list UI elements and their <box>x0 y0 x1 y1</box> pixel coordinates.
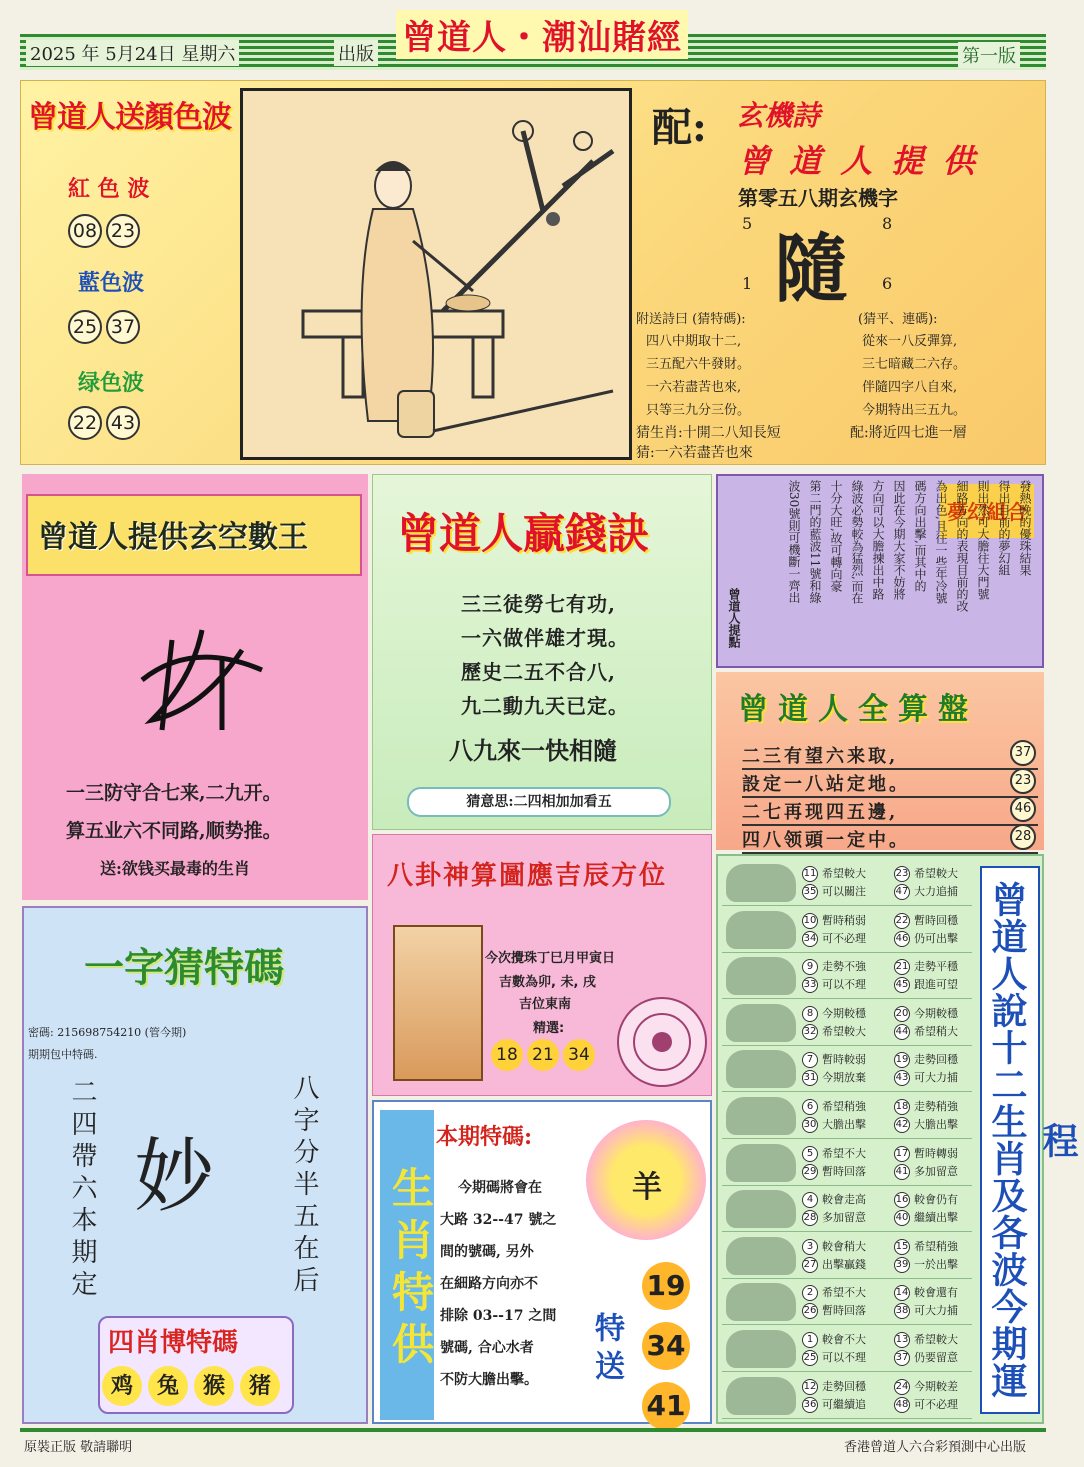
calligraphy-icon <box>132 620 272 740</box>
special-head: 本期特碼: <box>436 1124 533 1150</box>
zodiac-num: 26 <box>802 1303 818 1319</box>
zodiac-ball: 猴 <box>194 1366 234 1406</box>
edition-label: 第一版 <box>958 42 1020 68</box>
zodiac-ball: 猪 <box>240 1366 280 1406</box>
bagua-pick-label: 精選: <box>533 1021 565 1036</box>
bagua-compass-icon <box>615 995 709 1089</box>
one-word-center-char: 妙 <box>134 1130 214 1223</box>
green-wave-numbers <box>66 406 142 440</box>
zodiac-num: 36 <box>802 1397 818 1413</box>
red-number-1: 08 <box>68 214 102 248</box>
bagua-line-1: 今次攪珠丁巳月甲寅日 <box>485 951 616 966</box>
zodiac-num: 47 <box>894 884 910 900</box>
zodiac-num: 10 <box>802 913 818 929</box>
special-text-line: 大路 32--47 號之 <box>440 1212 557 1228</box>
zodiac-num: 48 <box>894 1397 910 1413</box>
corner-number-tr: 8 <box>882 214 893 233</box>
zodiac-fortune-title: 曾道人說十二生肖及各波今期運程 <box>980 866 1040 1414</box>
zodiac-note: 可以不理 <box>822 978 866 992</box>
bagua-warrior-icon <box>393 925 483 1081</box>
poem-left-line: 只等三九分三份。 <box>646 403 751 418</box>
corner-number-tl: 5 <box>742 214 753 233</box>
win-money-highlight: 八九來一快相隨 <box>449 736 617 765</box>
number-king-panel <box>22 474 368 900</box>
header-date: 2025 年 5月24日 星期六 <box>26 40 239 66</box>
bagua-pick: 21 <box>527 1039 559 1071</box>
zodiac-note: 可繼續追 <box>822 1397 866 1411</box>
number-king-line-1: 一三防守合七来,二九开。 <box>66 782 282 804</box>
dream-title: 夢幻組合 <box>940 484 1034 538</box>
abacus-row-num: 37 <box>1010 740 1036 766</box>
zodiac-note: 希望較大 <box>822 867 866 880</box>
zodiac-num: 32 <box>802 1024 818 1040</box>
zodiac-rows <box>718 856 976 1422</box>
zodiac-note: 較會不大 <box>822 1333 866 1346</box>
abacus-row <box>742 826 1038 854</box>
zodiac-note: 走勢稍強 <box>914 1100 958 1113</box>
abacus-row-text: 設定一八站定地。 <box>742 774 910 795</box>
zodiac-num: 40 <box>894 1210 910 1226</box>
zodiac-num: 3 <box>802 1239 818 1255</box>
zodiac-note: 可以不理 <box>822 1351 866 1364</box>
win-money-hint: 猜意思:二四相加加看五 <box>407 787 671 817</box>
poem-left-head: 附送詩曰 (猜特碼): <box>636 312 746 327</box>
special-panel <box>372 1100 712 1424</box>
zodiac-note: 多加留意 <box>914 1164 958 1178</box>
zodiac-note: 希望不大 <box>822 1286 866 1300</box>
zodiac-note: 暫時回落 <box>822 1304 866 1318</box>
monkey-icon <box>726 1190 796 1228</box>
zodiac-num: 38 <box>894 1303 910 1319</box>
zodiac-num: 13 <box>894 1332 910 1348</box>
mystic-issue: 第零五八期玄機字 <box>738 186 898 210</box>
color-wave-panel <box>22 82 238 462</box>
zodiac-num: 31 <box>802 1070 818 1086</box>
zodiac-note: 今期較穩 <box>822 1006 866 1020</box>
green-wave-label: 绿色波 <box>78 370 145 396</box>
one-word-right-col: 八字分半五在后 <box>289 1074 319 1298</box>
special-zodiac: 羊 <box>632 1170 662 1205</box>
zodiac-num: 12 <box>802 1379 818 1395</box>
abacus-row <box>742 770 1038 798</box>
one-word-note: 期期包中特碼. <box>28 1048 98 1061</box>
zodiac-num: 14 <box>894 1285 910 1301</box>
bagua-panel <box>372 834 712 1096</box>
zodiac-note: 較會走高 <box>822 1193 866 1207</box>
zodiac-num: 22 <box>894 913 910 929</box>
one-word-title: 一字猜特碼 <box>84 944 284 991</box>
bagua-pick: 34 <box>563 1039 595 1071</box>
zodiac-num: 25 <box>802 1350 818 1366</box>
zodiac-note: 希望稍強 <box>914 1239 958 1253</box>
zodiac-num: 46 <box>894 931 910 947</box>
zodiac-num: 29 <box>802 1164 818 1180</box>
zodiac-num: 21 <box>894 959 910 975</box>
blue-number-2: 37 <box>106 310 140 344</box>
zodiac-note: 走勢回穩 <box>914 1053 958 1067</box>
special-text-line: 間的號碼, 另外 <box>440 1244 534 1260</box>
dragon-icon <box>726 1004 796 1042</box>
dream-column: 碼方向出擊,而其中的 <box>913 480 927 592</box>
special-number: 34 <box>642 1322 690 1370</box>
green-number-2: 43 <box>106 406 140 440</box>
special-number: 41 <box>642 1382 690 1430</box>
number-king-line-3: 送:欲钱买最毒的生肖 <box>100 859 250 878</box>
poem-left-line: 一六若盡苦也來, <box>646 380 742 395</box>
zodiac-num: 16 <box>894 1192 910 1208</box>
zodiac-num: 28 <box>802 1210 818 1226</box>
number-king-line-2: 算五业六不同路,顺势推。 <box>66 820 282 842</box>
zodiac-note: 希望稍大 <box>914 1024 958 1038</box>
zodiac-row <box>722 953 972 999</box>
zodiac-note: 希望較大 <box>914 1333 958 1346</box>
zodiac-note: 希望稍強 <box>822 1100 866 1113</box>
blue-wave-numbers <box>66 310 142 344</box>
zodiac-note: 較會仍有 <box>914 1193 958 1207</box>
zodiac-note: 暫時較弱 <box>822 1053 866 1067</box>
abacus-row-text: 二七再现四五邊, <box>742 802 899 823</box>
zodiac-note: 希望較大 <box>914 867 958 880</box>
zodiac-num: 5 <box>802 1146 818 1162</box>
zodiac-num: 39 <box>894 1257 910 1273</box>
zodiac-note: 大力追捕 <box>914 885 958 898</box>
zodiac-num: 20 <box>894 1006 910 1022</box>
bagua-picks <box>491 1039 595 1071</box>
zodiac-ball: 兔 <box>148 1366 188 1406</box>
win-money-lines <box>461 587 629 723</box>
dog-icon <box>726 1283 796 1321</box>
zodiac-fortune-panel <box>716 854 1079 1424</box>
abacus-row <box>742 798 1038 826</box>
poem-right-head: (猜平、連碼): <box>858 312 938 327</box>
dream-column: 因此在今期大家不妨將 <box>892 480 906 600</box>
zodiac-num: 7 <box>802 1052 818 1068</box>
zodiac-note: 一於出擊 <box>914 1257 958 1271</box>
mystic-character: 隨 <box>774 226 848 312</box>
ox-icon <box>726 864 796 902</box>
zodiac-row <box>722 1326 972 1372</box>
zodiac-num: 11 <box>802 866 818 882</box>
zodiac-num: 42 <box>894 1117 910 1133</box>
dream-column: 細路方向的表現目前的改 <box>955 480 969 612</box>
footer-right: 香港曾道人六合彩預測中心出版 <box>844 1440 1027 1455</box>
zodiac-note: 繼續出擊 <box>914 1211 958 1225</box>
zodiac-note: 仍可出擊 <box>914 931 958 945</box>
poem-left-lines <box>646 330 750 422</box>
zodiac-row <box>722 1279 972 1325</box>
zodiac-note: 暫時轉弱 <box>914 1146 958 1160</box>
zodiac-note: 走勢回穩 <box>822 1379 866 1393</box>
green-number-1: 22 <box>68 406 102 440</box>
footer-left: 原裝正版 敬請聯明 <box>24 1440 133 1455</box>
zodiac-num: 43 <box>894 1070 910 1086</box>
four-zodiac-box <box>98 1316 294 1414</box>
one-word-left-col: 二四帶六本期定 <box>67 1078 97 1302</box>
pig-icon <box>726 1330 796 1368</box>
zodiac-num: 33 <box>802 977 818 993</box>
pei-line: 配:將近四七進一層 <box>850 425 967 441</box>
zodiac-note: 可不必理 <box>914 1397 958 1411</box>
zodiac-note: 較會還有 <box>914 1286 958 1300</box>
guess-line: 猜:一六若盡苦也來 <box>636 445 753 461</box>
zodiac-num: 23 <box>894 866 910 882</box>
zodiac-num: 8 <box>802 1006 818 1022</box>
zodiac-note: 希望較大 <box>822 1024 866 1038</box>
poem-right-line: 從來一八反彈算, <box>862 334 958 349</box>
zodiac-num: 2 <box>802 1285 818 1301</box>
zodiac-row <box>722 1000 972 1046</box>
mystic-subtitle: 玄機詩 <box>736 99 821 132</box>
number-king-title: 曾道人提供玄空數王 <box>38 520 308 555</box>
zodiac-row <box>722 860 972 906</box>
zodiac-row <box>722 1373 972 1419</box>
dream-panel <box>716 474 1044 668</box>
zodiac-note: 希望不大 <box>822 1146 866 1160</box>
zodiac-num: 6 <box>802 1099 818 1115</box>
red-wave-label: 紅 色 波 <box>68 176 150 202</box>
win-money-line: 歷史二五不合八, <box>461 660 616 684</box>
zodiac-num: 18 <box>894 1099 910 1115</box>
dream-column: 為出色,且往一些年冷號 <box>934 480 948 604</box>
guess-zodiac-line: 猜生肖:十開二八知長短 <box>636 425 781 441</box>
special-text-line: 號碼, 合心水者 <box>440 1340 534 1356</box>
zodiac-note: 可不必理 <box>822 931 866 945</box>
mystic-provider: 曾 道 人 提 供 <box>738 142 979 180</box>
win-money-title: 曾道人贏錢訣 <box>397 509 650 558</box>
goat-icon <box>726 1144 796 1182</box>
zodiac-row <box>722 1093 972 1139</box>
dream-column: 發熱晚的優珠結果 <box>1018 480 1032 576</box>
win-money-line: 三三徒勞七有功, <box>461 592 616 616</box>
abacus-row-text: 四八领頭一定中。 <box>742 830 910 851</box>
special-text-line: 排除 03--17 之間 <box>440 1308 557 1324</box>
win-money-line: 九二動九天已定。 <box>461 694 629 718</box>
dream-column: 波30號則可機斷一齊出 <box>787 480 801 604</box>
win-money-line: 一六做伴雄才現。 <box>461 626 629 650</box>
special-text-line: 在細路方向亦不 <box>440 1276 538 1292</box>
zodiac-note: 可大力捕 <box>914 1071 958 1085</box>
rabbit-icon <box>726 957 796 995</box>
blue-number-1: 25 <box>68 310 102 344</box>
zodiac-note: 大膽出擊 <box>914 1118 958 1131</box>
zodiac-num: 9 <box>802 959 818 975</box>
abacus-rows <box>742 742 1038 854</box>
zodiac-note: 較會稍大 <box>822 1239 866 1253</box>
four-zodiac-title: 四肖博特碼 <box>108 1328 239 1358</box>
special-number: 19 <box>642 1262 690 1310</box>
zodiac-note: 可大力捕 <box>914 1304 958 1318</box>
abacus-title: 曾道人全算盤 <box>738 692 978 727</box>
abacus-row-text: 二三有望六来取, <box>742 746 899 767</box>
pei-label: 配: <box>652 104 707 151</box>
zodiac-note: 走勢不強 <box>822 960 866 974</box>
zodiac-note: 暫時回穩 <box>914 913 958 927</box>
zodiac-num: 4 <box>802 1192 818 1208</box>
dream-column: 得出目前的夢幻組 <box>997 480 1011 576</box>
zodiac-num: 30 <box>802 1117 818 1133</box>
abacus-panel <box>716 672 1044 850</box>
zodiac-note: 暫時稍弱 <box>822 913 866 927</box>
tiger-icon <box>726 911 796 949</box>
dream-column: 第二門的藍波11號和綠 <box>808 480 822 604</box>
zodiac-note: 暫時回落 <box>822 1164 866 1178</box>
zodiac-num: 34 <box>802 931 818 947</box>
dream-column: 則出然可大膽往大門號 <box>976 480 990 600</box>
zodiac-num: 15 <box>894 1239 910 1255</box>
header-publish: 出版 <box>334 40 378 66</box>
rat-icon <box>726 1377 796 1415</box>
red-number-2: 23 <box>106 214 140 248</box>
zodiac-num: 37 <box>894 1350 910 1366</box>
rooster-icon <box>726 1237 796 1275</box>
zodiac-row <box>722 1233 972 1279</box>
zodiac-row <box>722 1186 972 1232</box>
corner-number-br: 6 <box>882 274 893 293</box>
dream-column: 十分大旺,故可轉向豪 <box>829 480 843 592</box>
footer-bar <box>20 1428 1046 1432</box>
zodiac-num: 35 <box>802 884 818 900</box>
abacus-row-num: 46 <box>1010 796 1036 822</box>
red-wave-numbers <box>66 214 142 248</box>
zodiac-ball: 鸡 <box>102 1366 142 1406</box>
four-zodiac-list <box>102 1366 280 1406</box>
poem-right-line: 伴隨四字八自來, <box>862 380 958 395</box>
horse-icon <box>726 1097 796 1135</box>
zodiac-row <box>722 1046 972 1092</box>
mystic-poem-panel <box>634 84 1044 462</box>
lady-drawing-icon <box>243 91 629 457</box>
dream-columns <box>784 480 1036 662</box>
lady-illustration <box>240 88 632 460</box>
corner-number-bl: 1 <box>742 274 753 293</box>
zodiac-num: 45 <box>894 977 910 993</box>
zodiac-row <box>722 1140 972 1186</box>
poem-left-line: 四八中期取十二, <box>646 334 742 349</box>
zodiac-num: 27 <box>802 1257 818 1273</box>
one-word-code: 密碼: 215698754210 (管今期) <box>28 1026 187 1039</box>
zodiac-num: 44 <box>894 1024 910 1040</box>
zodiac-row <box>722 907 972 953</box>
zodiac-note: 多加留意 <box>822 1211 866 1225</box>
zodiac-note: 今期較穩 <box>914 1006 958 1020</box>
special-text <box>440 1172 556 1396</box>
abacus-row-num: 28 <box>1010 824 1036 850</box>
poem-left-line: 三五配六牛發財。 <box>646 357 751 372</box>
dream-column: 方向可以大膽揀出中路 <box>871 480 885 600</box>
zodiac-num: 41 <box>894 1164 910 1180</box>
bagua-line-2: 吉數為卯, 未, 戌 <box>499 975 596 990</box>
one-word-panel <box>22 906 368 1424</box>
zodiac-note: 仍要留意 <box>914 1351 958 1364</box>
special-send-label: 特送 <box>589 1312 624 1388</box>
zodiac-num: 19 <box>894 1052 910 1068</box>
special-side-title: 生肖特供 <box>380 1110 434 1420</box>
special-text-line: 今期碼將會在 <box>458 1180 542 1196</box>
zodiac-note: 跟進可望 <box>914 978 958 992</box>
bagua-pick: 18 <box>491 1039 523 1071</box>
zodiac-note: 走勢平穩 <box>914 960 958 974</box>
abacus-row <box>742 742 1038 770</box>
special-text-line: 不防大膽出擊。 <box>440 1372 538 1388</box>
color-wave-title: 曾道人送顏色波 <box>28 100 231 135</box>
zodiac-note: 今期放棄 <box>822 1071 866 1085</box>
special-numbers <box>642 1262 690 1430</box>
page-title: 曾道人・潮汕賭經 <box>396 10 688 59</box>
dream-column: 綠波必勢較為猛烈,而在 <box>850 480 864 604</box>
poem-right-line: 三七暗藏二六存。 <box>862 357 967 372</box>
poem-right-lines <box>862 330 966 422</box>
win-money-panel <box>372 474 712 830</box>
zodiac-num: 1 <box>802 1332 818 1348</box>
zodiac-num: 17 <box>894 1146 910 1162</box>
zodiac-num: 24 <box>894 1379 910 1395</box>
zodiac-note: 出擊贏錢 <box>822 1257 866 1271</box>
poem-right-line: 今期特出三五九。 <box>862 403 967 418</box>
zodiac-note: 可以關注 <box>822 885 866 898</box>
bagua-title: 八卦神算圖應吉辰方位 <box>387 861 668 891</box>
blue-wave-label: 藍色波 <box>78 270 145 296</box>
snake-icon <box>726 1050 796 1088</box>
dream-signature: 曾道人提點 <box>727 588 741 648</box>
zodiac-note: 今期較差 <box>914 1379 958 1393</box>
abacus-row-num: 23 <box>1010 768 1036 794</box>
bagua-line-3: 吉位東南 <box>519 997 572 1012</box>
zodiac-note: 大膽出擊 <box>822 1118 866 1131</box>
